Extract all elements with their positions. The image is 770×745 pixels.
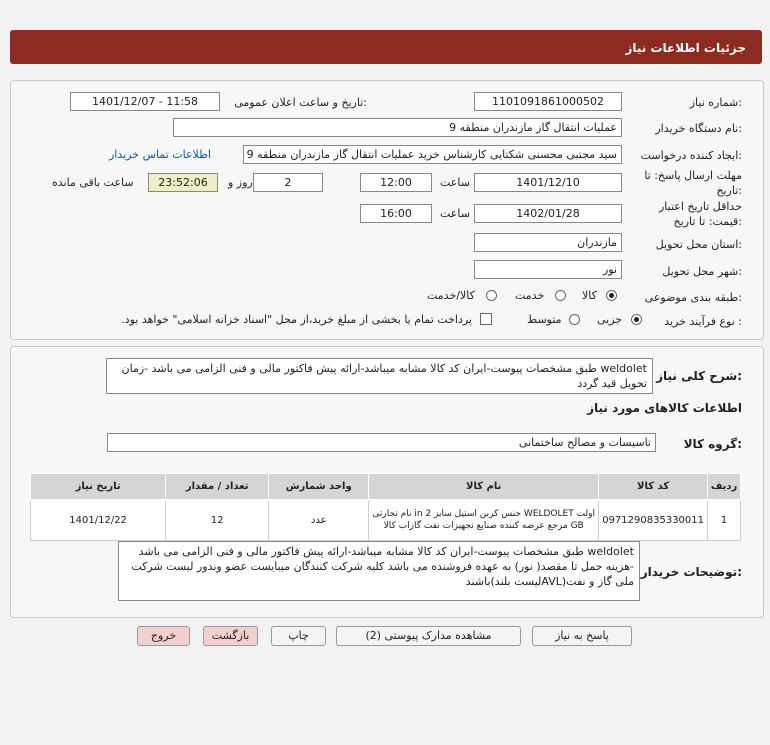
- goods-info-title: اطلاعات کالاهای مورد نیاز: [587, 401, 742, 415]
- buyer-org-label: نام دستگاه خریدار:: [655, 122, 742, 135]
- deadline-time-label: ساعت: [440, 176, 470, 189]
- process-radio-medium[interactable]: [569, 314, 580, 325]
- days-label: روز و: [228, 176, 253, 189]
- exit-button[interactable]: خروج: [137, 626, 190, 646]
- process-option-medium: متوسط: [527, 313, 562, 326]
- back-button[interactable]: بازگشت: [203, 626, 258, 646]
- buyer-notes-label: توضیحات خریدار:: [640, 565, 742, 579]
- col-code: کد کالا: [599, 474, 708, 500]
- deadline-label: مهلت ارسال پاسخ: تا تاریخ:: [644, 169, 742, 197]
- deadline-date-field: 1401/12/10: [474, 173, 622, 192]
- province-field: مازندران: [474, 233, 622, 252]
- category-option-goods: کالا: [582, 289, 597, 302]
- category-option-service: خدمت: [515, 289, 545, 302]
- process-radio-partial[interactable]: [631, 314, 642, 325]
- need-number-field: 1101091861000502: [474, 92, 622, 111]
- row-qty: 12: [166, 500, 269, 541]
- buyer-org-field: عملیات انتقال گاز مازندران منطقه 9: [173, 118, 622, 137]
- need-number-label: شماره نیاز:: [689, 96, 742, 109]
- creator-label: ایجاد کننده درخواست:: [640, 149, 742, 162]
- validity-time-label: ساعت: [440, 207, 470, 220]
- row-unit: عدد: [269, 500, 369, 541]
- col-date: تاریخ نیاز: [31, 474, 166, 500]
- row-date: 1401/12/22: [31, 500, 166, 541]
- row-code: 0971290835330011: [599, 500, 708, 541]
- category-radio-goods-service[interactable]: [486, 290, 497, 301]
- process-label: نوع فرآیند خرید :: [664, 315, 742, 328]
- view-documents-button[interactable]: مشاهده مدارک پیوستی (2): [336, 626, 521, 646]
- category-radio-goods[interactable]: [606, 290, 617, 301]
- announce-field: 1401/12/07 - 11:58: [70, 92, 220, 111]
- print-button[interactable]: چاپ: [271, 626, 326, 646]
- items-table-header: [31, 474, 741, 500]
- buyer-notes-text: weldolet طبق مشخصات پیوست-ایران کد کالا مشابه میباشد-ارائه پیش فاکتور مالی و فنی الزامی می باشد -هزینه حمل تا مقصد( نور) به عهده فروشنده می باشد کلیه شرکت کنندگان میبایست عضو وندور لیست شرکت ملی گاز و نفت(AVLلیست بلند)باشند: [118, 541, 640, 601]
- goods-group-field: تاسیسات و مصالح ساختمانی: [107, 433, 656, 452]
- remaining-time-field: 23:52:06: [148, 173, 218, 192]
- col-name: نام کالا: [369, 474, 599, 500]
- province-label: استان محل تحویل:: [655, 238, 742, 251]
- col-qty: تعداد / مقدار: [166, 474, 269, 500]
- days-field: 2: [253, 173, 323, 192]
- category-label: طبقه بندی موضوعی:: [644, 291, 742, 304]
- col-index: ردیف: [708, 474, 741, 500]
- row-name: اولت WELDOLET جنس کربن استیل سایز 2 in نام تجارتی GB مرجع عرضه کننده صنایع تجهیزات نفت گازاب کالا: [369, 500, 599, 541]
- city-field: نور: [474, 260, 622, 279]
- page-header: [10, 30, 762, 64]
- buyer-contact-link[interactable]: اطلاعات تماس خریدار: [109, 148, 211, 161]
- remaining-label: ساعت باقی مانده: [52, 176, 134, 189]
- goods-group-label: گروه کالا:: [683, 437, 742, 451]
- process-option-partial: جزیی: [597, 313, 623, 326]
- items-table: [30, 473, 741, 541]
- reply-button[interactable]: پاسخ به نیاز: [532, 626, 632, 646]
- col-unit: واحد شمارش: [269, 474, 369, 500]
- announce-label: تاریخ و ساعت اعلان عمومی:: [234, 96, 367, 109]
- row-index: 1: [708, 500, 741, 541]
- page-title: جزئیات اطلاعات نیاز: [625, 41, 746, 55]
- payment-note: پرداخت تمام یا بخشی از مبلغ خرید،از محل "اسناد خزانه اسلامی" خواهد بود.: [121, 313, 472, 326]
- validity-time-field: 16:00: [360, 204, 432, 223]
- creator-field: سید مجتبی محسنی شکتایی کارشناس خرید عملیات انتقال گاز مازندران منطقه 9: [243, 145, 622, 164]
- category-radio-service[interactable]: [555, 290, 566, 301]
- validity-label: حداقل تاریخ اعتبار قیمت: تا تاریخ:: [658, 200, 742, 228]
- validity-date-field: 1402/01/28: [474, 204, 622, 223]
- summary-label: شرح کلی نیاز:: [656, 369, 742, 383]
- deadline-time-field: 12:00: [360, 173, 432, 192]
- treasury-checkbox[interactable]: [480, 313, 492, 325]
- summary-text: weldolet طبق مشخصات پیوست-ایران کد کالا مشابه میباشد-ارائه پیش فاکتور مالی و فنی الزامی می باشد -زمان تحویل قید گردد: [106, 358, 653, 394]
- category-option-goods-service: کالا/خدمت: [427, 289, 475, 302]
- table-row: [31, 500, 741, 541]
- city-label: شهر محل تحویل:: [662, 265, 742, 278]
